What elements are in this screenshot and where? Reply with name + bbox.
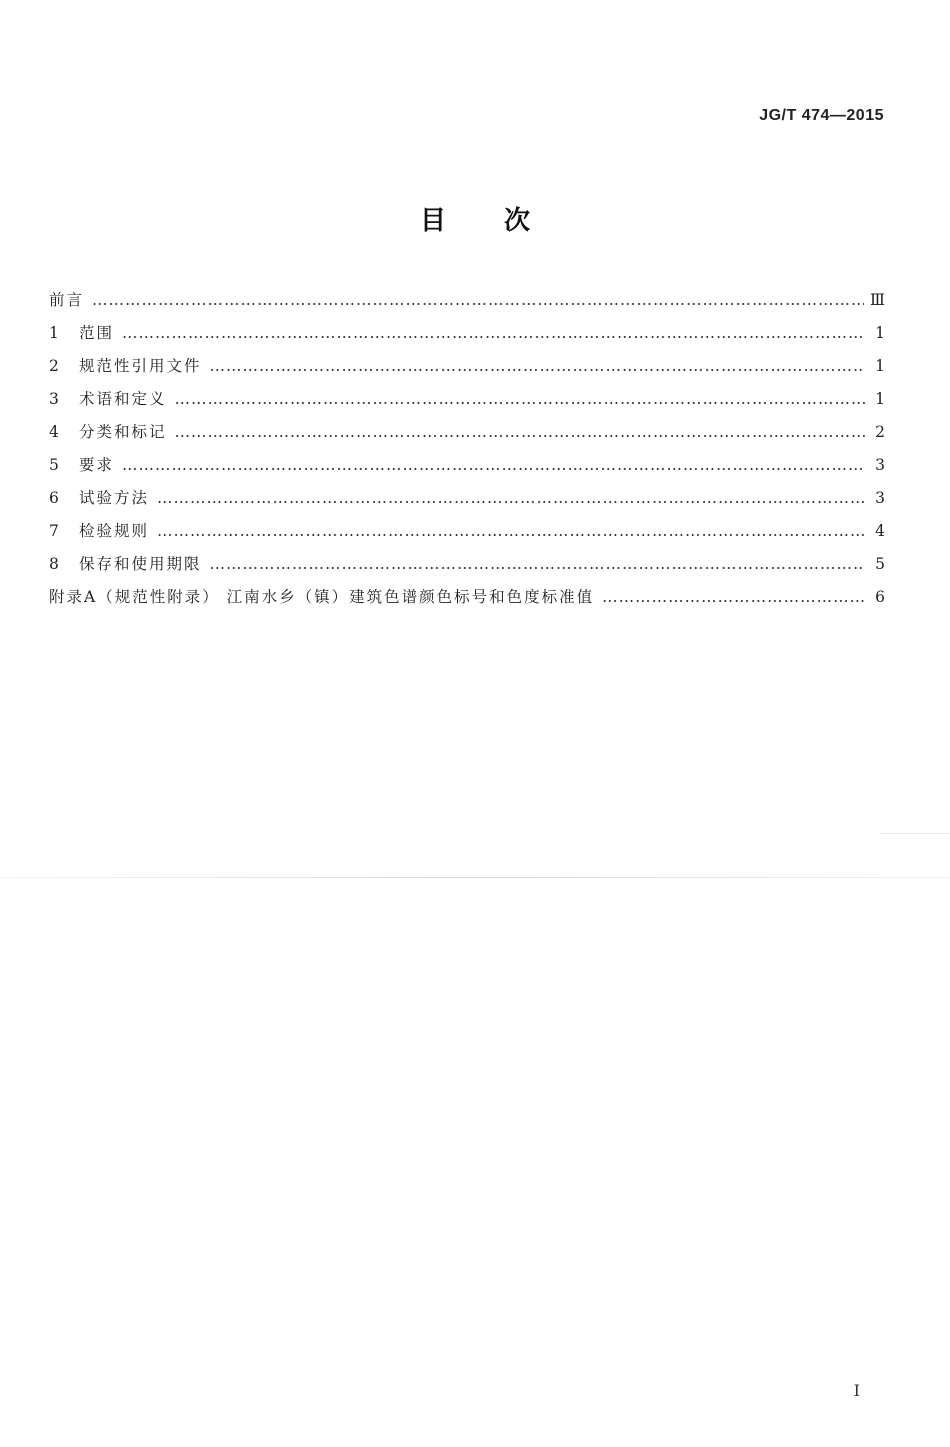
toc-entry-normative-references[interactable] bbox=[49, 350, 885, 383]
toc-entry-label: 前言 bbox=[49, 291, 85, 309]
standard-code: JG/T 474—2015 bbox=[759, 107, 884, 124]
toc-entry-classification[interactable] bbox=[49, 416, 885, 449]
toc-entry-page: 2 bbox=[875, 423, 885, 441]
page-title: 目次 bbox=[419, 206, 588, 236]
toc-leader-dots bbox=[210, 548, 865, 581]
toc-entry-test-methods[interactable] bbox=[49, 482, 885, 515]
toc-entry-label: 检验规则 bbox=[79, 522, 150, 540]
toc-entry-page: 4 bbox=[875, 522, 885, 540]
toc-entry-number: 6 bbox=[49, 489, 59, 507]
toc-entry-appendix-a[interactable] bbox=[49, 581, 885, 614]
table-of-contents bbox=[49, 284, 885, 614]
toc-entry-number: 7 bbox=[49, 522, 59, 540]
page-number: I bbox=[853, 1381, 860, 1400]
toc-entry-page: Ⅲ bbox=[870, 291, 885, 309]
toc-entry-requirements[interactable] bbox=[49, 449, 885, 482]
toc-leader-dots bbox=[157, 482, 865, 515]
toc-leader-dots bbox=[122, 449, 865, 482]
toc-entry-page: 3 bbox=[875, 456, 885, 474]
toc-entry-page: 3 bbox=[875, 489, 885, 507]
toc-leader-dots bbox=[210, 350, 865, 383]
toc-entry-number: 8 bbox=[49, 555, 59, 573]
scan-artifact-line bbox=[0, 877, 950, 878]
scan-artifact-line bbox=[880, 833, 950, 834]
toc-entry-page: 1 bbox=[875, 324, 885, 342]
toc-leader-dots bbox=[157, 515, 865, 548]
toc-leader-dots bbox=[122, 317, 865, 350]
toc-entry-label: 分类和标记 bbox=[79, 423, 167, 441]
toc-entry-page: 1 bbox=[875, 390, 885, 408]
toc-entry-foreword[interactable] bbox=[49, 284, 885, 317]
toc-entry-number: 2 bbox=[49, 357, 59, 375]
toc-entry-scope[interactable] bbox=[49, 317, 885, 350]
toc-entry-label: 范围 bbox=[79, 324, 115, 342]
toc-leader-dots bbox=[602, 581, 865, 614]
toc-entry-page: 1 bbox=[875, 357, 885, 375]
toc-entry-label: 试验方法 bbox=[79, 489, 150, 507]
toc-entry-inspection-rules[interactable] bbox=[49, 515, 885, 548]
toc-entry-number: 1 bbox=[49, 324, 59, 342]
toc-entry-terms-definitions[interactable] bbox=[49, 383, 885, 416]
toc-entry-label: 术语和定义 bbox=[79, 390, 167, 408]
toc-entry-label: 规范性引用文件 bbox=[79, 357, 202, 375]
toc-entry-page: 5 bbox=[875, 555, 885, 573]
toc-entry-label: 要求 bbox=[79, 456, 115, 474]
toc-entry-storage-period[interactable] bbox=[49, 548, 885, 581]
toc-entry-label: 附录A（规范性附录） 江南水乡（镇）建筑色谱颜色标号和色度标准值 bbox=[49, 588, 595, 606]
toc-entry-page: 6 bbox=[875, 588, 885, 606]
toc-entry-number: 3 bbox=[49, 390, 59, 408]
toc-leader-dots bbox=[92, 284, 864, 317]
toc-entry-number: 5 bbox=[49, 456, 59, 474]
toc-entry-label: 保存和使用期限 bbox=[79, 555, 202, 573]
toc-entry-number: 4 bbox=[49, 423, 59, 441]
toc-leader-dots bbox=[175, 416, 865, 449]
toc-leader-dots bbox=[175, 383, 865, 416]
